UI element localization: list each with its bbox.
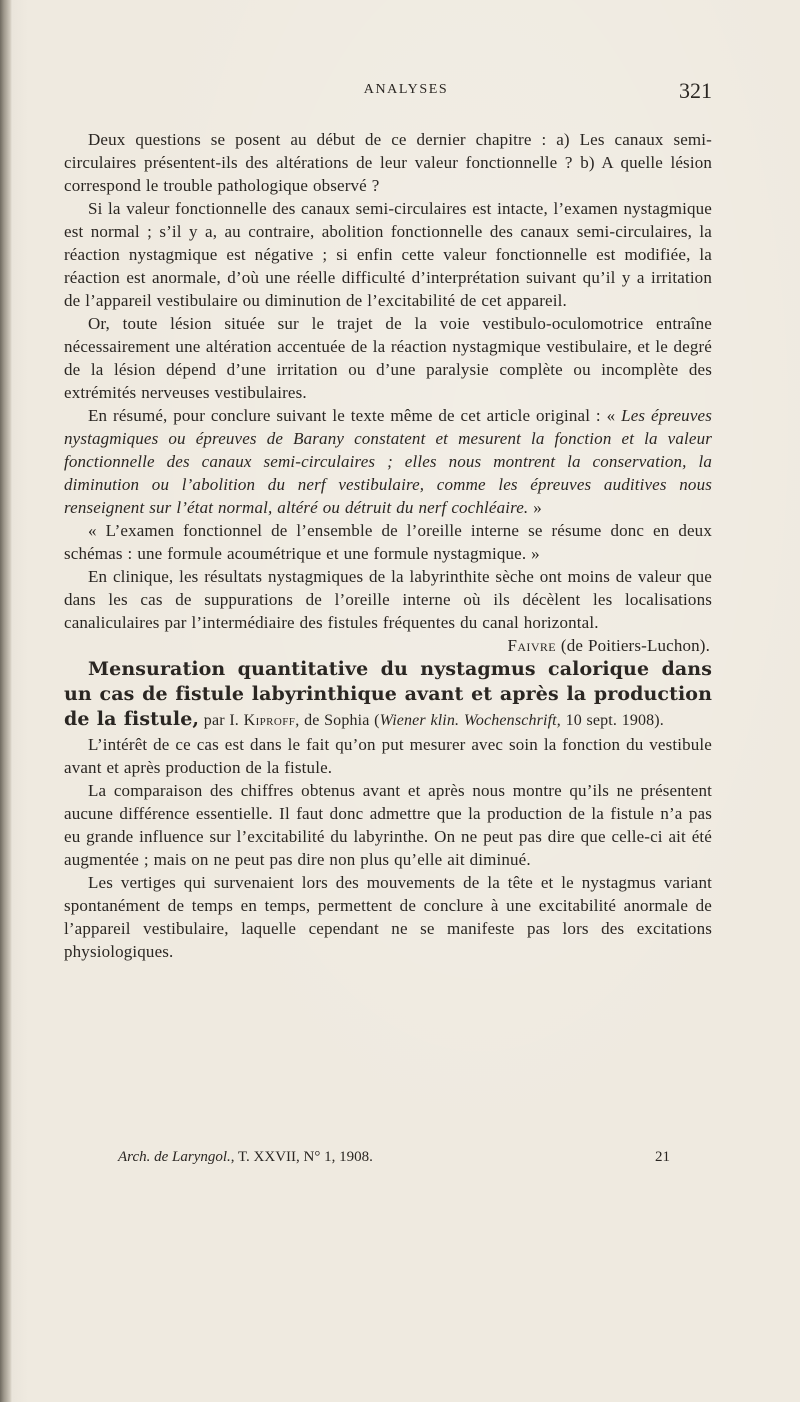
article-by: par I. [199,712,244,729]
signature-mark: 21 [655,1149,670,1165]
page-body [64,128,712,963]
article-journal: Wiener klin. Wochenschrift [379,712,557,729]
page-number: 321 [679,78,712,103]
signature-author: Faivre [507,636,557,655]
summary-quote: Les épreuves nystagmiques ou épreuves de Barany constatent et mesurent la fonction et la valeur fonctionnelle des canaux semi-circulaires ; elles nous montrent la conservation, la diminution ou l’abolition du nerf vestibulaire, comme les épreuves auditives nous renseignent sur l’état normal, altéré ou détruit du nerf cochléaire. [64,406,712,517]
article-heading [64,657,712,733]
signature-place: (de Poitiers-Luchon). [556,636,710,655]
paragraph-questions: Deux questions se posent au début de ce dernier chapitre : a) Les canaux semi-circulaires présentent-ils des altérations de leur valeur fonctionnelle ? b) A quelle lésion correspond le trouble pathologique observé ? [64,130,712,195]
article-paragraph-interest: L’intérêt de ce cas est dans le fait qu’on put mesurer avec soin la fonction du vestibule avant et après production de la fistule. [64,735,712,777]
running-head: ANALYSES [363,82,449,97]
article-paragraph-vertigo: Les vertiges qui survenaient lors des mouvements de la tête et le nystagmus variant spontanément de temps en temps, permettent de conclure à une excitabilité anormale de l’appareil vestibulaire, laquelle cependant ne se manifeste pas lors des excitations physiologiques. [64,873,712,961]
page-header [100,78,712,104]
article-paragraph-comparison: La comparaison des chiffres obtenus avant et après nous montre qu’ils ne présentent aucune différence essentielle. Il faut donc admettre que la production de la fistule n’a pas eu grande influence sur l’excitabilité du labyrinthe. On ne peut pas dire que celle-ci ait été augmentée ; mais on ne peut pas dire non plus qu’elle ait diminué. [64,781,712,869]
page-binding-edge [0,0,12,1402]
summary-intro: En résumé, pour conclure suivant le texte même de cet article original : « [88,406,622,425]
article-from: , de Sophia ( [295,712,380,729]
footer-journal: Arch. de Laryngol. [118,1149,231,1165]
paragraph-summary [64,404,712,519]
paragraph-lesion: Or, toute lésion située sur le trajet de la voie vestibulo-oculomotrice entraîne nécessairement une altération accentuée de la réaction nystagmique vestibulaire, et le degré de la lésion dépend d’une irritation ou d’une paralysie complète ou incomplète des extrémités nerveuses vestibulaires. [64,314,712,402]
article-date: , 10 sept. 1908). [556,712,664,729]
article-author: Kiproff [243,712,296,729]
paragraph-clinical: En clinique, les résultats nystagmiques de la labyrinthite sèche ont moins de valeur que dans les cas de suppurations de l’oreille interne où ils décèlent les localisations canaliculaires par l’intermédiaire des fistules fréquentes du canal horizontal. [64,567,712,632]
paragraph-functional-exam: « L’examen fonctionnel de l’ensemble de l’oreille interne se résume donc en deux schémas : une formule acoumétrique et une formule nystagmique. » [64,521,712,563]
footer-volume: , T. XXVII, N° 1, 1908. [230,1149,373,1165]
review-signature [64,634,712,657]
paragraph-functional-value: Si la valeur fonctionnelle des canaux semi-circulaires est intacte, l’examen nystagmique est normal ; s’il y a, au contraire, abolition fonctionnelle des canaux semi-circulaires, la réaction nystagmique est négative ; si enfin cette valeur fonctionnelle est modifiée, la réaction est anormale, d’où une réelle difficulté d’interprétation suivant qu’il y a irritation de l’appareil vestibulaire ou diminution de l’excitabilité de cet appareil. [64,199,712,310]
summary-close: » [528,498,542,517]
footer-reference [118,1149,373,1166]
article-title: Mensuration quantitative du nystagmus calorique dans un cas de fistule labyrinthique avant et après la production de la fistule, [64,658,712,730]
page-footer [118,1149,714,1173]
